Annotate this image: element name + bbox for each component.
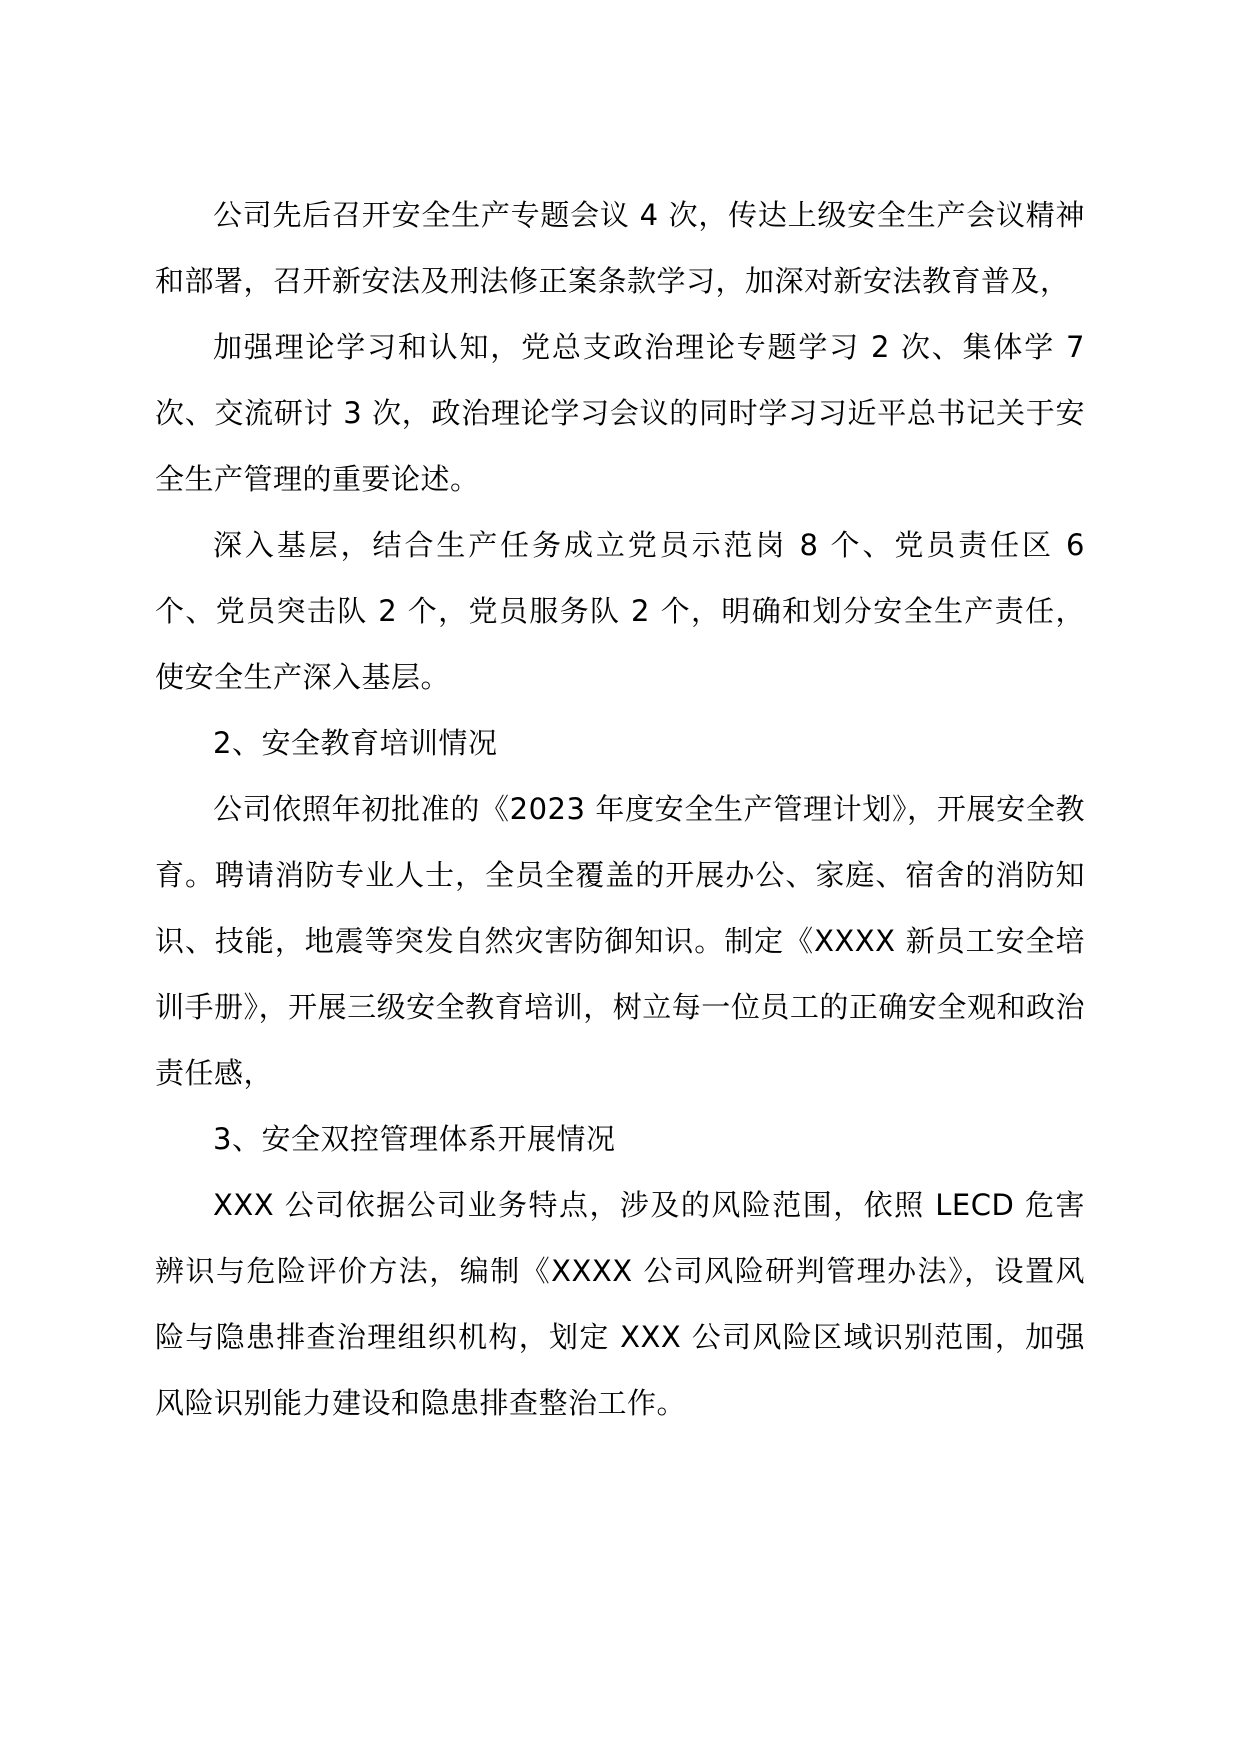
paragraph-dual-control: XXX 公司依据公司业务特点，涉及的风险范围，依照 LECD 危害辨识与危险评价方法，编制《XXXX 公司风险研判管理办法》，设置风险与隐患排查治理组织机构，划定 XXX 公司风险区域识别范围，加强风险识别能力建设和隐患排查整治工作。 [155,1188,1085,1420]
paragraph-training: 公司依照年初批准的《2023 年度安全生产管理计划》，开展安全教育。聘请消防专业人士，全员全覆盖的开展办公、家庭、宿舍的消防知识、技能，地震等突发自然灾害防御知识。制定《XXXX 新员工安全培训手册》，开展三级安全教育培训，树立每一位员工的正确安全观和政治责任感， [155,792,1085,1090]
paragraph-safety-meetings: 公司先后召开安全生产专题会议 4 次，传达上级安全生产会议精神和部署，召开新安法及刑法修正案条款学习，加深对新安法教育普及， [155,198,1085,298]
section-heading-training: 2、安全教育培训情况 [213,726,498,760]
paragraph-grassroots: 深入基层，结合生产任务成立党员示范岗 8 个、党员责任区 6 个、党员突击队 2 个，党员服务队 2 个，明确和划分安全生产责任，使安全生产深入基层。 [155,528,1085,694]
document-body [155,182,1085,1436]
paragraph-theory-study: 加强理论学习和认知，党总支政治理论专题学习 2 次、集体学 7 次、交流研讨 3 次，政治理论学习会议的同时学习习近平总书记关于安全生产管理的重要论述。 [155,330,1085,496]
section-heading-dual-control: 3、安全双控管理体系开展情况 [213,1122,616,1156]
